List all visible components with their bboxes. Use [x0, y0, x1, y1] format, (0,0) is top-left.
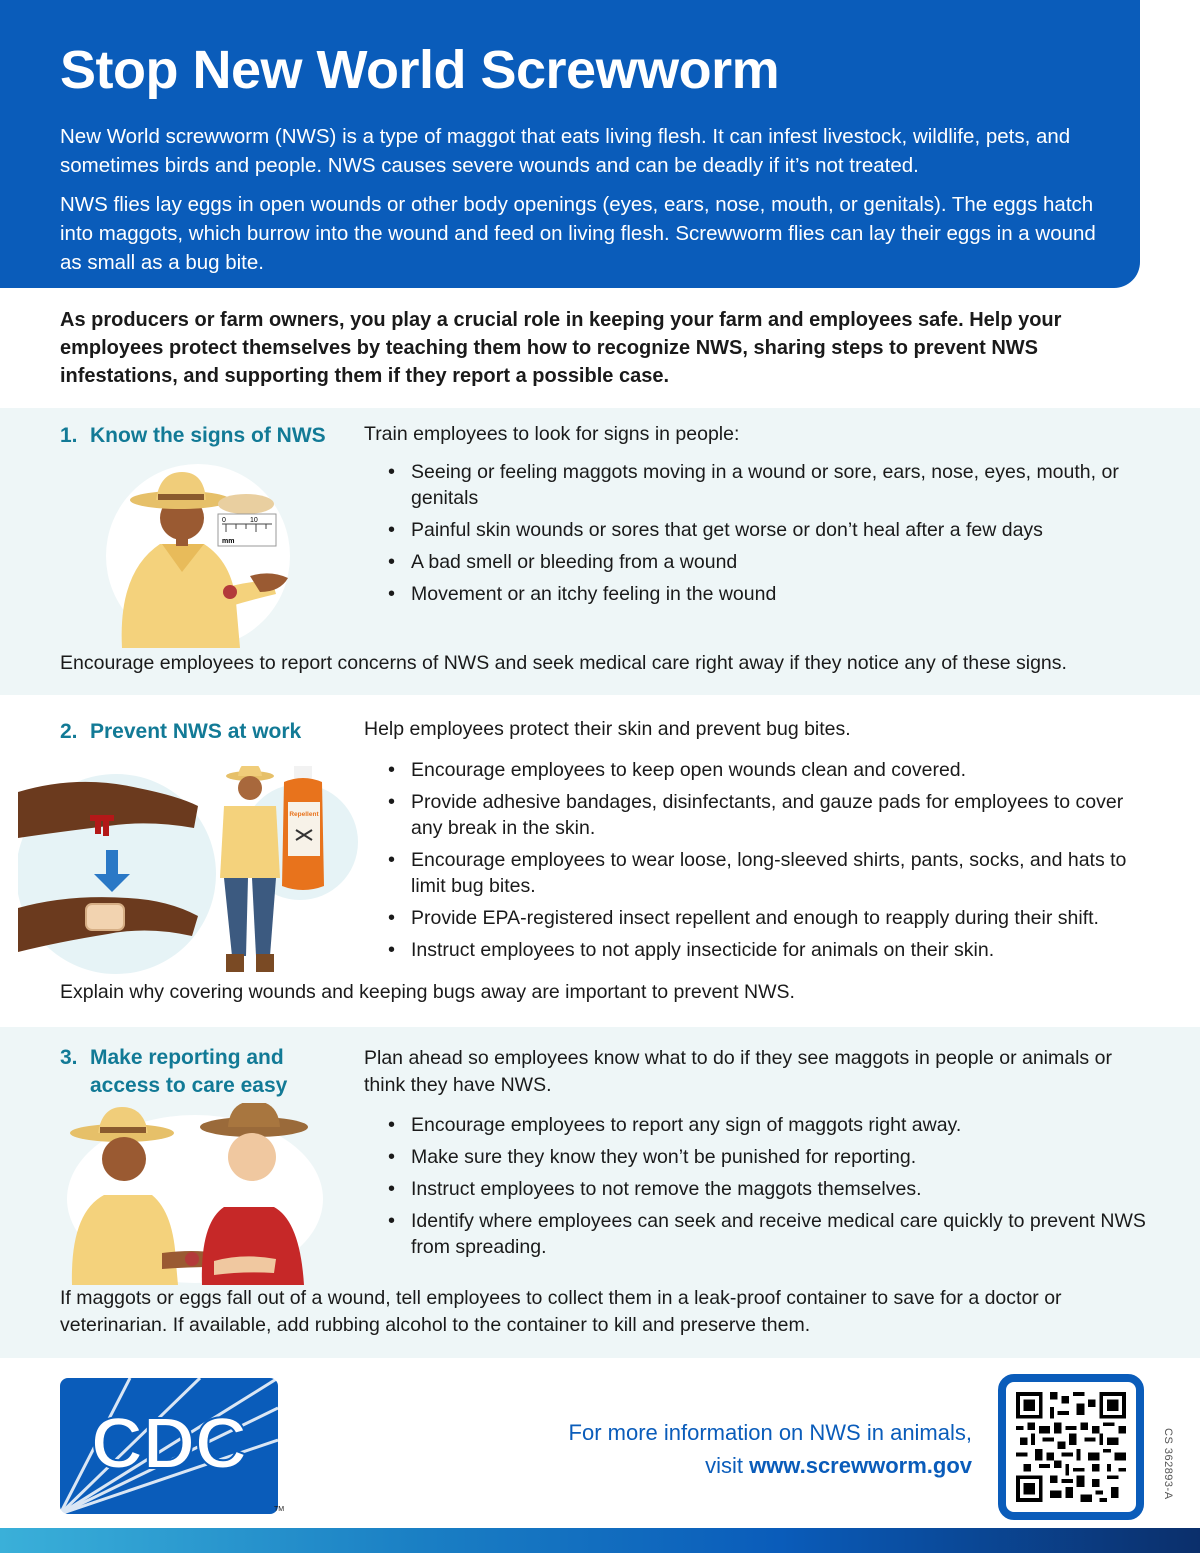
list-item: • Encourage employees to wear loose, long-sleeved shirts, pants, socks, and hats to limit bug bites.: [388, 847, 1158, 899]
qr-code-icon: [1016, 1392, 1126, 1502]
list-item: • Provide EPA-registered insect repellent and enough to reapply during their shift.: [388, 905, 1158, 931]
wound-covering-illustration: [18, 766, 358, 980]
farmer-wound-illustration: [100, 452, 296, 652]
list-item: • Instruct employees to not apply insecticide for animals on their skin.: [388, 937, 1158, 963]
ruler-unit-label: mm: [222, 538, 235, 545]
list-item: • Encourage employees to keep open wounds clean and covered.: [388, 757, 1158, 783]
header-paragraph-1: New World screwworm (NWS) is a type of maggot that eats living flesh. It can infest livestock, wildlife, pets, and sometimes birds and people. NWS causes severe wounds and can be deadly if it’s not treated.: [60, 125, 1071, 177]
cdc-logo: [60, 1378, 278, 1514]
section-prevent: [0, 704, 1200, 1020]
section-3-list: [388, 1112, 1158, 1266]
section-1-title: 1. Know the signs of NWS: [60, 424, 326, 447]
section-2-footer: Explain why covering wounds and keeping bugs away are important to prevent NWS.: [60, 981, 795, 1003]
section-2-list: [388, 757, 1158, 969]
more-info-url-line: visit www.screwworm.gov: [705, 1453, 972, 1478]
cdc-logo-text: CDC: [91, 1404, 247, 1484]
section-know-signs: [0, 408, 1200, 695]
list-item: • Encourage employees to report any sign of maggots right away.: [388, 1112, 1158, 1138]
bottom-gradient-bar: [0, 1528, 1200, 1553]
section-3-lead: Plan ahead so employees know what to do if they see maggots in people or animals or think they have NWS.: [364, 1047, 1112, 1096]
list-item: • Provide adhesive bandages, disinfectants, and gauze pads for employees to cover any break in the skin.: [388, 789, 1158, 841]
section-1-list: [388, 459, 1158, 613]
bottle-label: Repellent: [289, 811, 319, 818]
screwworm-link[interactable]: www.screwworm.gov: [749, 1453, 972, 1478]
list-item: • Make sure they know they won’t be punished for reporting.: [388, 1144, 1158, 1170]
list-item: • Instruct employees to not remove the maggots themselves.: [388, 1176, 1158, 1202]
list-item: • Movement or an itchy feeling in the wound: [388, 581, 1158, 607]
list-item: • Seeing or feeling maggots moving in a wound or sore, ears, nose, eyes, mouth, or genitals: [388, 459, 1158, 511]
section-1-lead: Train employees to look for signs in people:: [364, 423, 740, 445]
section-1-footer: Encourage employees to report concerns of NWS and seek medical care right away if they notice any of these signs.: [60, 652, 1067, 674]
section-2-lead: Help employees protect their skin and prevent bug bites.: [364, 718, 851, 740]
more-info-line: For more information on NWS in animals,: [568, 1420, 972, 1445]
section-3-title: 3. Make reporting and access to care easy: [60, 1046, 288, 1097]
document-number: CS 362893-A: [1162, 1428, 1174, 1500]
ruler-ten-label: 10: [250, 517, 258, 524]
list-item: • Painful skin wounds or sores that get worse or don’t heal after a few days: [388, 517, 1158, 543]
header-paragraph-2: NWS flies lay eggs in open wounds or other body openings (eyes, ears, nose, mouth, or genitals). The eggs hatch into maggots, which burrow into the wound and feed on living flesh. Screwworm flies can lay their eggs in a wound as small as a bug bite.: [60, 193, 1096, 274]
section-3-footer: If maggots or eggs fall out of a wound, tell employees to collect them in a leak-proof container to save for a doctor or veterinarian. If available, add rubbing alcohol to the container to kill and preserve them.: [60, 1287, 1062, 1336]
page-title: Stop New World Screwworm: [60, 40, 780, 100]
list-item: • Identify where employees can seek and receive medical care quickly to prevent NWS from spreading.: [388, 1208, 1158, 1260]
trademark: TM: [274, 1506, 285, 1513]
header-banner: [0, 0, 1140, 288]
reporting-illustration: [64, 1103, 326, 1285]
more-info: [569, 1416, 972, 1482]
intro-text: As producers or farm owners, you play a crucial role in keeping your farm and employees safe. Help your employees protect themselves by teaching them how to recognize NWS, sharing steps to prevent NWS infestations, and supporting them if they report a possible case.: [60, 309, 1062, 387]
section-2-title: 2. Prevent NWS at work: [60, 720, 302, 743]
list-item: • A bad smell or bleeding from a wound: [388, 549, 1158, 575]
ruler-zero-label: 0: [222, 517, 226, 524]
section-reporting: [0, 1027, 1200, 1358]
qr-code[interactable]: [998, 1374, 1144, 1520]
